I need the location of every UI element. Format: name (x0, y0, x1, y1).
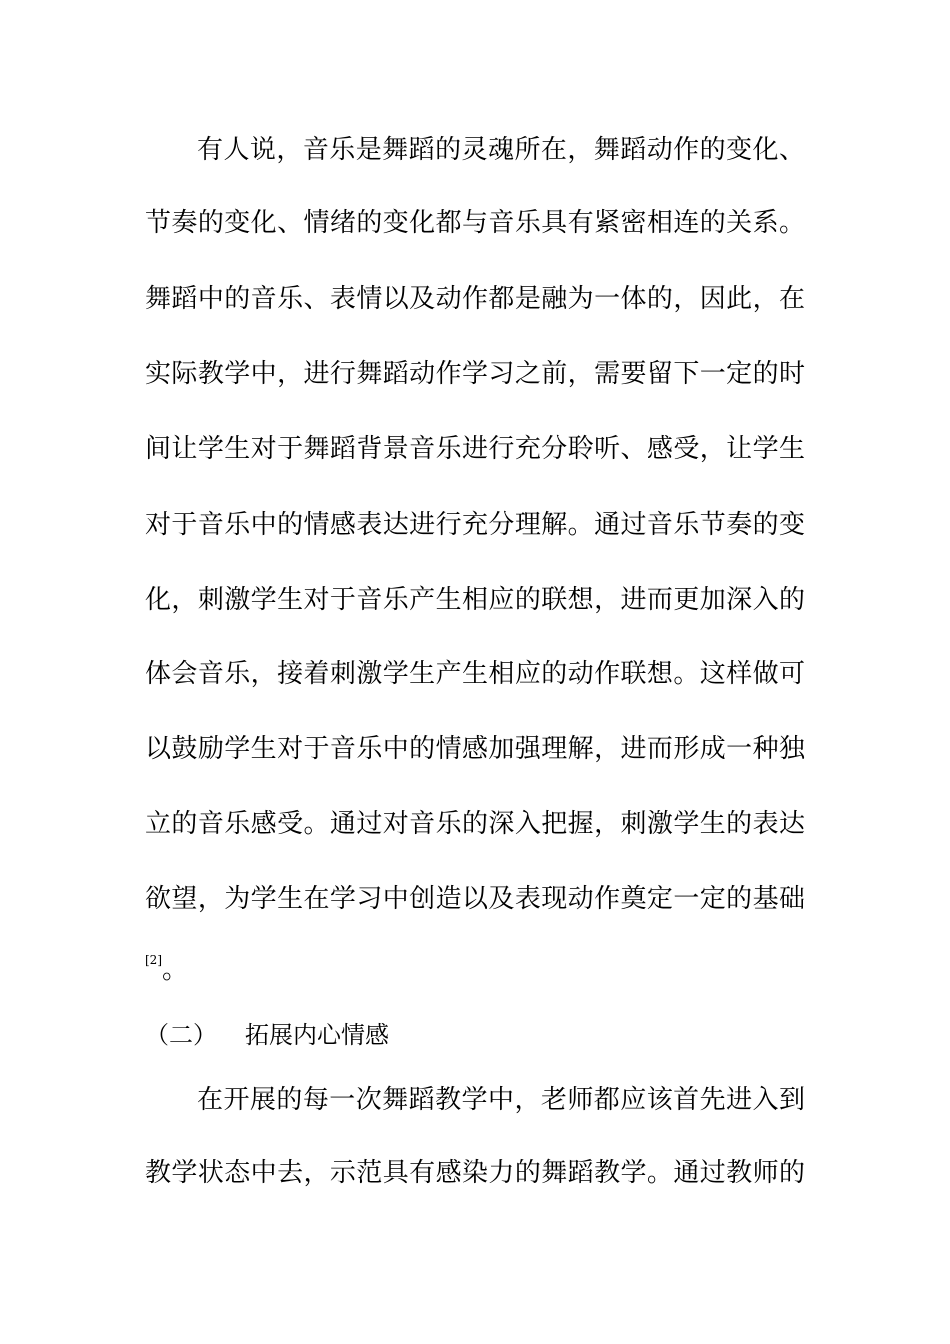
paragraph-line: 节奏的变化、情绪的变化都与音乐具有紧密相连的关系。 (145, 208, 805, 238)
paragraph-final-line (145, 950, 805, 990)
paragraph-line: 立的音乐感受。通过对音乐的深入把握，刺激学生的表达 (145, 809, 805, 839)
paragraph-line: 间让学生对于舞蹈背景音乐进行充分聆听、感受，让学生 (145, 434, 805, 464)
paragraph-line: 舞蹈中的音乐、表情以及动作都是融为一体的，因此，在 (145, 284, 805, 314)
paragraph-line: 欲望，为学生在学习中创造以及表现动作奠定一定的基础 (145, 884, 805, 914)
paragraph-line: 以鼓励学生对于音乐中的情感加强理解，进而形成一种独 (145, 734, 805, 764)
paragraph-line: 教学状态中去，示范具有感染力的舞蹈教学。通过教师的 (145, 1158, 805, 1188)
end-mark: 。 (162, 955, 189, 985)
paragraph-line: 实际教学中，进行舞蹈动作学习之前，需要留下一定的时 (145, 359, 805, 389)
section-title: 拓展内心情感 (245, 1021, 389, 1049)
paragraph-line: 有人说，音乐是舞蹈的灵魂所在，舞蹈动作的变化、 (197, 135, 805, 165)
section-heading (145, 1015, 805, 1055)
paragraph-line: 在开展的每一次舞蹈教学中，老师都应该首先进入到 (197, 1085, 805, 1115)
citation-reference: [2] (145, 953, 162, 967)
paragraph-line: 化，刺激学生对于音乐产生相应的联想，进而更加深入的 (145, 585, 805, 615)
paragraph-line: 体会音乐，接着刺激学生产生相应的动作联想。这样做可 (145, 659, 805, 689)
section-number: （二） (145, 1021, 217, 1049)
paragraph-line: 对于音乐中的情感表达进行充分理解。通过音乐节奏的变 (145, 510, 805, 540)
